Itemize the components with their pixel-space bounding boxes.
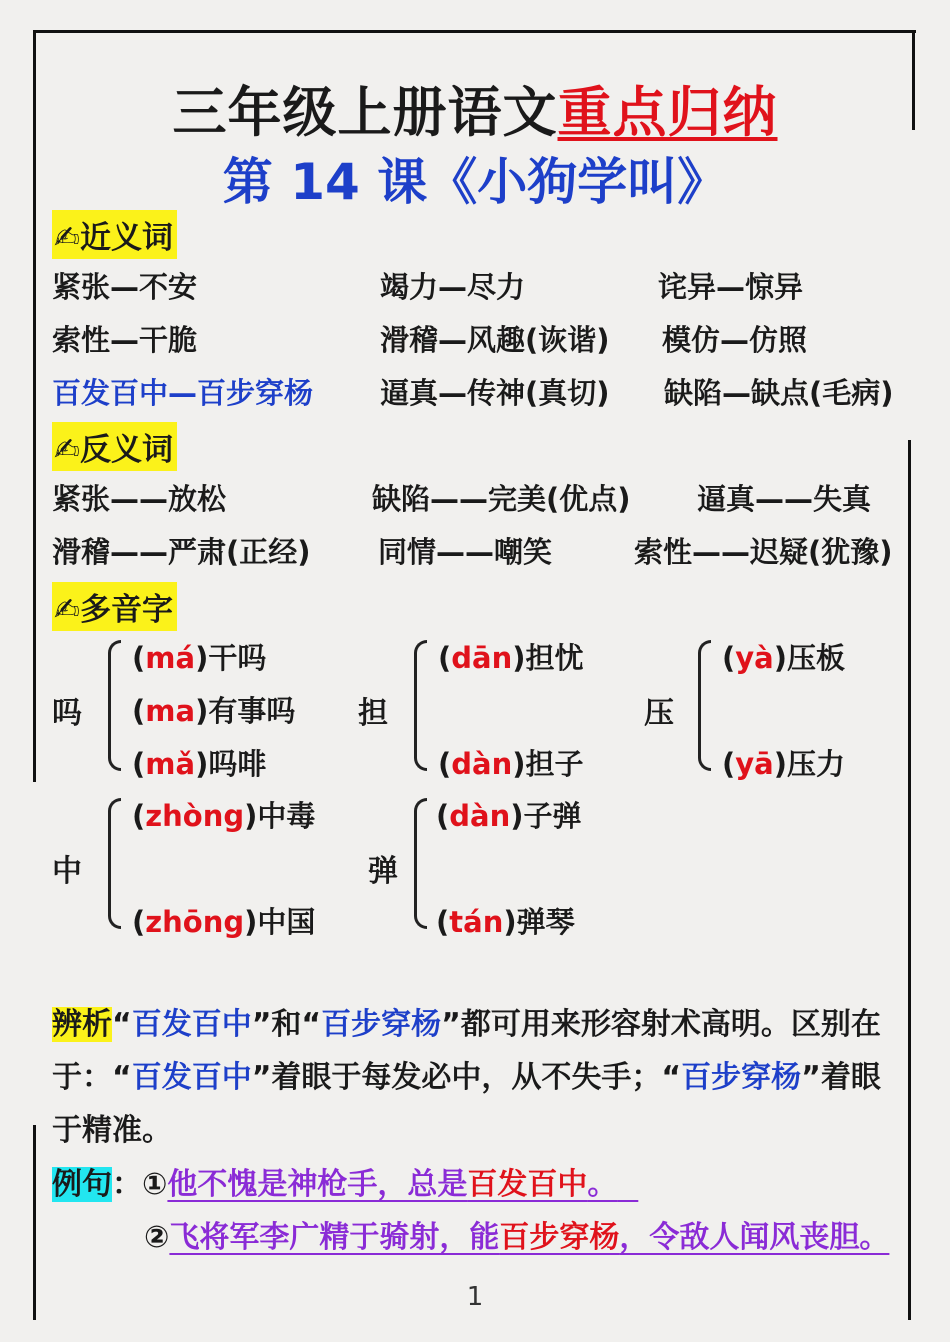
text: ”都可用来形容射术高明。区别在于：“	[52, 1007, 881, 1095]
pinyin: dàn	[449, 799, 511, 833]
polyphone-char: 担	[358, 696, 388, 731]
example-word: 弹琴	[516, 905, 575, 939]
pinyin: zhòng	[145, 799, 245, 833]
synonym-item: 紧张—不安	[52, 270, 198, 304]
polyphones-heading: ✍多音字	[52, 582, 177, 631]
pinyin: tán	[449, 905, 504, 939]
polyphone-reading: (yà)压板	[722, 641, 846, 675]
polyphone-reading: (mǎ)吗啡	[132, 747, 267, 781]
antonym-item: 缺陷——完美(优点)	[372, 482, 631, 516]
example-sentence-1	[52, 1158, 902, 1211]
polyphone-reading: (tán)弹琴	[436, 905, 575, 939]
synonym-item: 诧异—惊异	[658, 270, 804, 304]
text: 。	[587, 1167, 618, 1202]
pinyin: má	[145, 641, 196, 675]
pinyin: dān	[451, 641, 513, 675]
polyphone-char: 中	[52, 854, 82, 889]
example-word: 压板	[787, 641, 846, 675]
synonyms-heading: ✍近义词	[52, 210, 177, 259]
antonym-item: 紧张——放松	[52, 482, 227, 516]
example-word: 中毒	[257, 799, 316, 833]
lesson-subtitle: 第 14 课《小狗学叫》	[222, 153, 728, 211]
sentence-number: ②	[144, 1220, 170, 1255]
text: ，令敌人闻风丧胆。	[619, 1220, 890, 1255]
antonym-item: 索性——迟疑(犹豫)	[634, 535, 893, 569]
antonym-item: 同情——嘲笑	[378, 535, 553, 569]
example-word: 中国	[257, 905, 316, 939]
synonym-item: 百发百中—百步穿杨	[52, 376, 314, 410]
synonym-item: 逼真—传神(真切)	[380, 376, 610, 410]
polyphone-reading: (dān)担忧	[438, 641, 584, 675]
brace	[698, 640, 711, 771]
synonym-item: 缺陷—缺点(毛病)	[664, 376, 894, 410]
polyphone-reading: (dàn)担子	[438, 747, 584, 781]
sentence-number: ①	[142, 1167, 168, 1202]
polyphone-reading: (zhòng)中毒	[132, 799, 316, 833]
antonym-item: 逼真——失真	[697, 482, 872, 516]
brace	[108, 640, 121, 771]
idiom: 百发百中	[131, 1007, 252, 1042]
brace	[414, 798, 427, 929]
examples-label: 例句	[52, 1167, 112, 1202]
pinyin: yà	[735, 641, 774, 675]
idiom: 百发百中	[467, 1167, 588, 1202]
text: ”着眼于精准。	[52, 1060, 881, 1148]
polyphone-reading: (dàn)子弹	[436, 799, 582, 833]
pinyin: zhōng	[145, 905, 245, 939]
example-word: 有事吗	[208, 694, 296, 728]
title-highlight: 重点归纳	[557, 81, 778, 144]
antonyms-heading: ✍反义词	[52, 422, 177, 471]
frame-right-border-lower	[908, 440, 911, 1320]
title-main: 三年级上册语文	[172, 81, 558, 144]
polyphone-char: 弹	[368, 854, 398, 889]
text: ”着眼于每发必中，从不失手；“	[251, 1060, 682, 1095]
pinyin: dàn	[451, 747, 513, 781]
synonym-item: 竭力—尽力	[380, 270, 526, 304]
antonym-item: 滑稽——严肃(正经)	[52, 535, 311, 569]
example-word: 干吗	[208, 641, 267, 675]
analysis-paragraph	[52, 998, 902, 1157]
idiom: 百发百中	[131, 1060, 252, 1095]
page-number: 1	[466, 1282, 484, 1312]
pinyin: ma	[145, 694, 196, 728]
polyphone-reading: (ma)有事吗	[132, 694, 296, 728]
analysis-label: 辨析	[52, 1007, 112, 1042]
page-title	[0, 70, 950, 147]
frame-top-border	[36, 30, 916, 33]
idiom: 百步穿杨	[681, 1060, 802, 1095]
example-word: 担子	[525, 747, 584, 781]
polyphone-char: 吗	[52, 696, 82, 731]
idiom: 百步穿杨	[321, 1007, 442, 1042]
polyphone-char: 压	[644, 696, 674, 731]
synonym-item: 索性—干脆	[52, 323, 198, 357]
text: 他不愧是神枪手，总是	[167, 1167, 468, 1202]
example-word: 吗啡	[208, 747, 267, 781]
brace	[414, 640, 427, 771]
text: 飞将军李广精于骑射，能	[169, 1220, 500, 1255]
example-word: 担忧	[525, 641, 584, 675]
pinyin: mǎ	[145, 747, 196, 781]
brace	[108, 798, 121, 929]
text: “	[112, 1007, 132, 1042]
example-word: 子弹	[523, 799, 582, 833]
synonym-item: 滑稽—风趣(诙谐)	[380, 323, 610, 357]
example-word: 压力	[787, 747, 846, 781]
polyphone-reading: (zhōng)中国	[132, 905, 316, 939]
synonym-item: 模仿—仿照	[662, 323, 808, 357]
text: ”和“	[251, 1007, 322, 1042]
polyphone-reading: (yā)压力	[722, 747, 846, 781]
text: ：	[112, 1167, 142, 1202]
polyphone-reading: (má)干吗	[132, 641, 267, 675]
idiom: 百步穿杨	[499, 1220, 620, 1255]
pinyin: yā	[735, 747, 774, 781]
example-sentence-2	[144, 1211, 904, 1264]
